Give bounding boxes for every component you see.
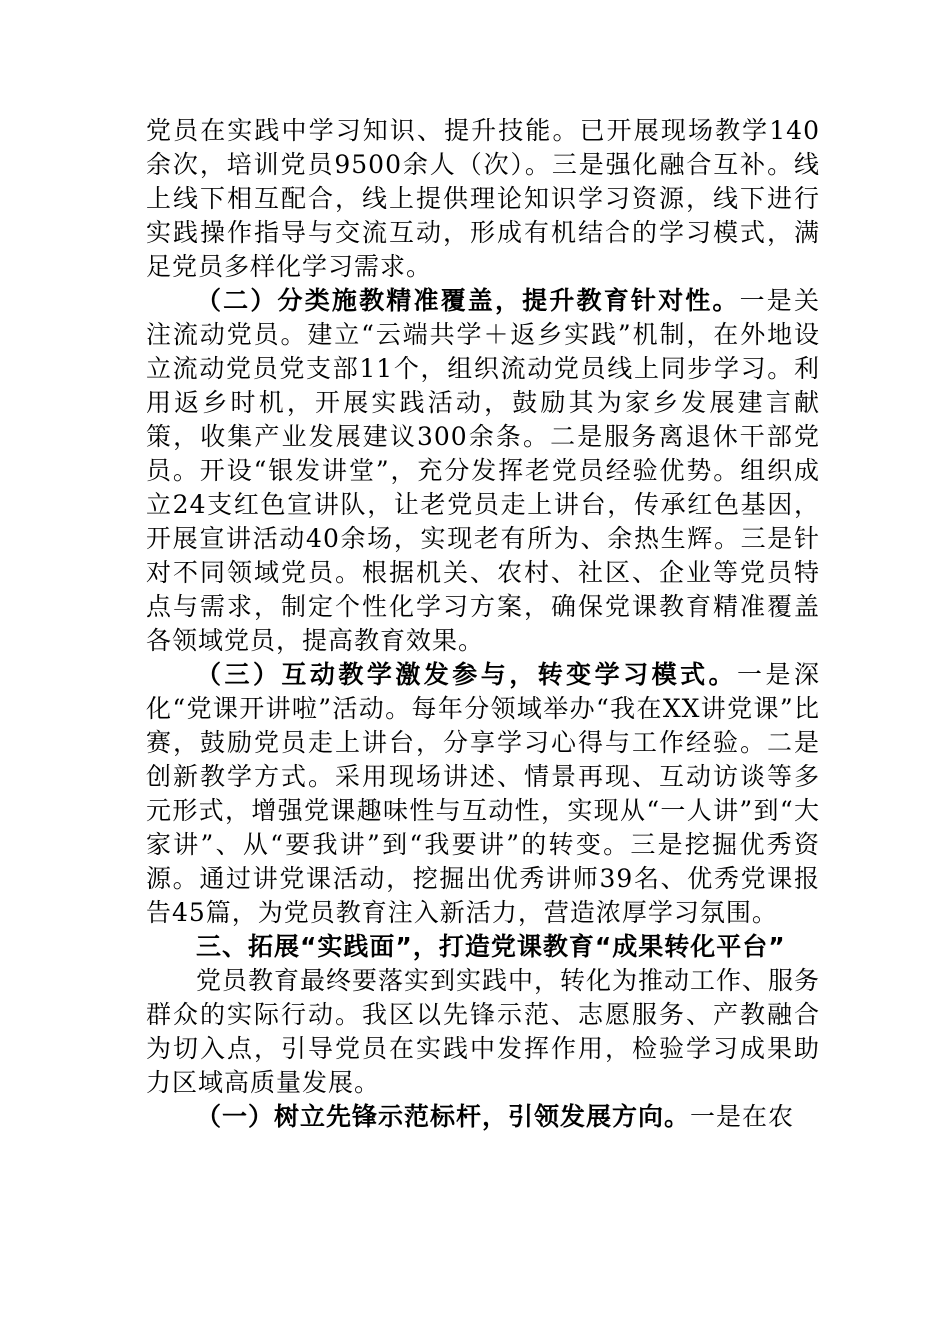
paragraph-text: 一是深化“党课开讲啦”活动。每年分领域举办“我在XX讲党课”比赛，鼓励党员走上讲台，分享学习心得与工作经验。二是创新教学方式。采用现场讲述、情景再现、互动访谈等多元形式，增强党课趣味性与互动性，实现从“一人讲”到“大家讲”、从“要我讲”到“我要讲”的转变。三是挖掘优秀资源。通过讲党课活动，挖掘出优秀讲师39名、优秀党课报告45篇，为党员教育注入新活力，营造浓厚学习氛围。 <box>146 660 820 927</box>
document-body <box>146 114 820 1134</box>
paragraph-lead: （三）互动教学激发参与，转变学习模式。 <box>196 660 738 689</box>
paragraph-text: 一是在农 <box>690 1102 795 1131</box>
paragraph-section-3-intro <box>146 964 820 1100</box>
heading-text: 三、拓展“实践面”，打造党课教育“成果转化平台” <box>196 932 786 961</box>
paragraph-lead: （二）分类施教精准覆盖，提升教育针对性。 <box>196 286 740 315</box>
paragraph-text: 党员在实践中学习知识、提升技能。已开展现场教学140余次，培训党员9500余人（次）。三是强化融合互补。线上线下相互配合，线上提供理论知识学习资源，线下进行实践操作指导与交流互动，形成有机结合的学习模式，满足党员多样化学习需求。 <box>146 116 820 281</box>
paragraph-section-2-2 <box>146 284 820 658</box>
paragraph-text: 党员教育最终要落实到实践中，转化为推动工作、服务群众的实际行动。我区以先锋示范、志愿服务、产教融合为切入点，引导党员在实践中发挥作用，检验学习成果助力区域高质量发展。 <box>146 966 821 1097</box>
paragraph-section-2-3 <box>146 658 820 930</box>
paragraph-section-3-1 <box>146 1100 820 1134</box>
paragraph-lead: （一）树立先锋示范标杆，引领发展方向。 <box>196 1102 691 1131</box>
paragraph-text: 一是关注流动党员。建立“云端共学＋返乡实践”机制，在外地设立流动党员党支部11个，组织流动党员线上同步学习。利用返乡时机，开展实践活动，鼓励其为家乡发展建言献策，收集产业发展建议300余条。二是服务离退休干部党员。开设“银发讲堂”，充分发挥老党员经验优势。组织成立24支红色宣讲队，让老党员走上讲台，传承红色基因，开展宣讲活动40余场，实现老有所为、余热生辉。三是针对不同领域党员。根据机关、农村、社区、企业等党员特点与需求，制定个性化学习方案，确保党课教育精准覆盖各领域党员，提高教育效果。 <box>146 286 820 655</box>
paragraph-continuation <box>146 114 820 284</box>
section-heading-3 <box>146 930 820 964</box>
